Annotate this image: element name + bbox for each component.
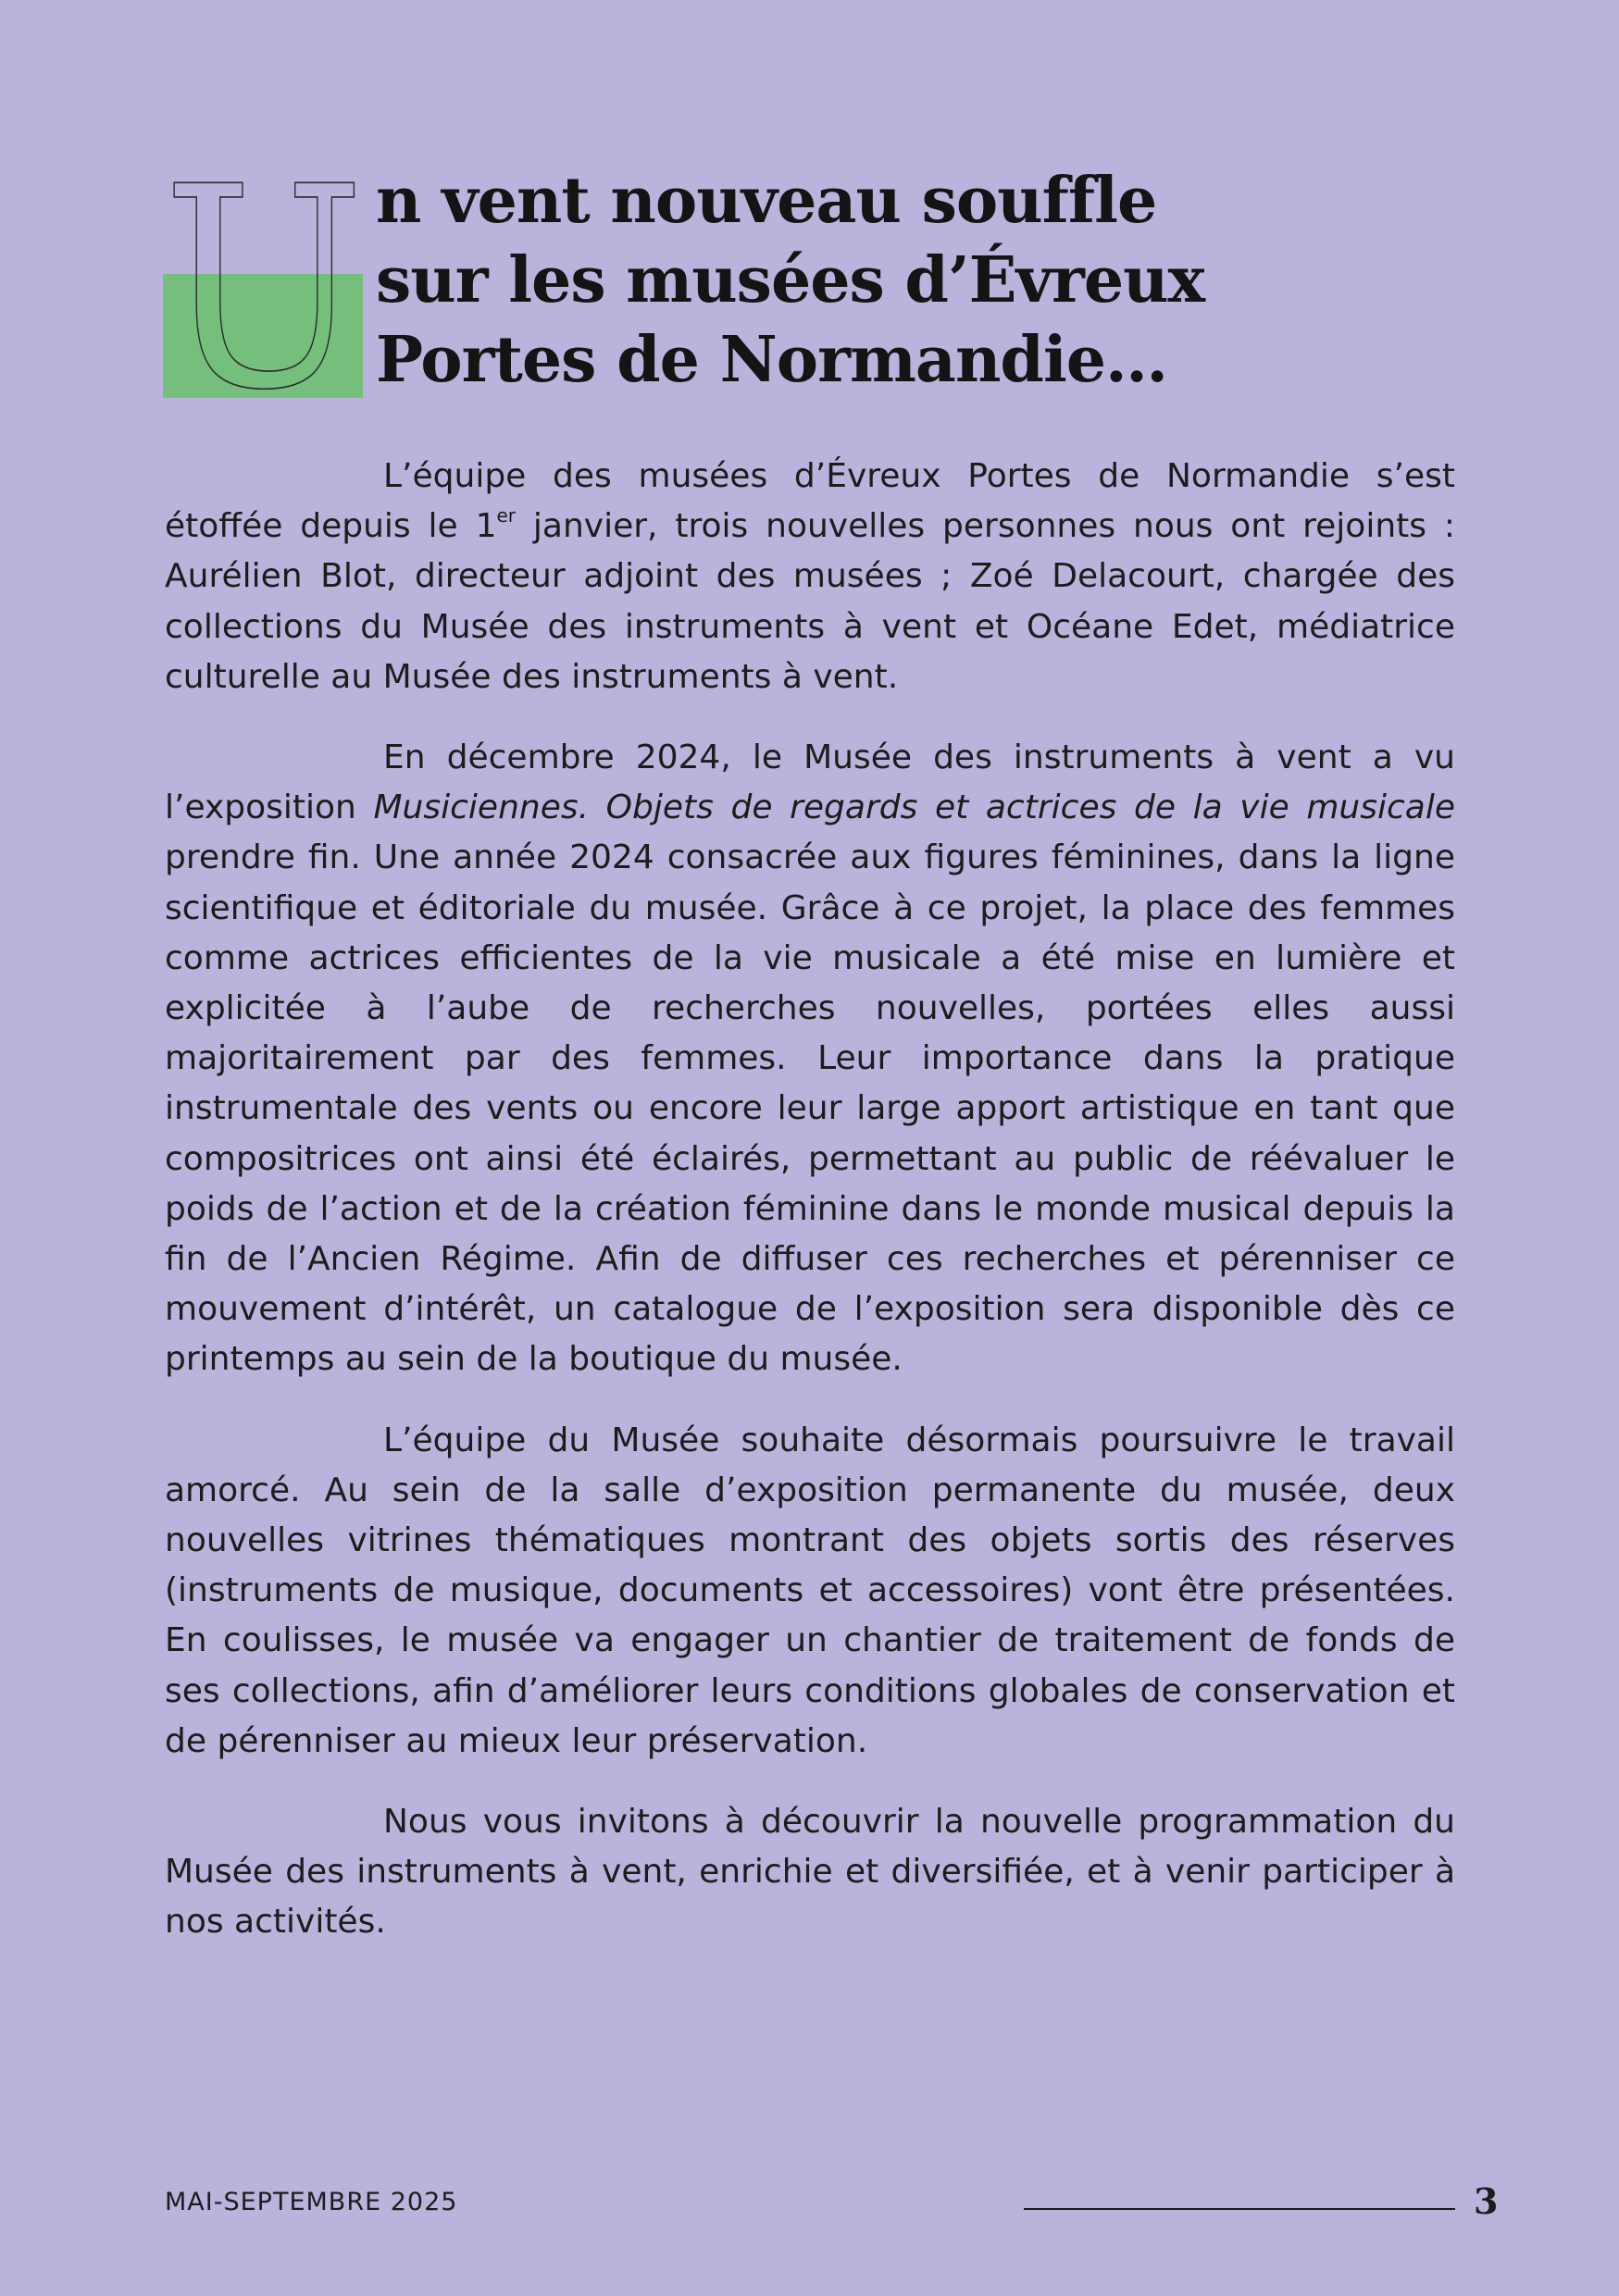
paragraph-invitation-text: Nous vous invitons à découvrir la nouvelle programmation du Musée des instruments à vent, enrichie et diversifiée, et à venir participer à nos activités. <box>165 1803 1455 1942</box>
ordinal-superscript: er <box>496 504 517 527</box>
article-body <box>165 452 1455 1979</box>
drop-cap-letter <box>163 128 367 451</box>
drop-cap-glyph: U <box>163 128 365 451</box>
title-line-2: sur les musées d’Évreux <box>376 243 1205 317</box>
article-title-block <box>163 128 1505 451</box>
title-line-1: n vent nouveau souffle <box>376 164 1157 238</box>
page-number: 3 <box>1474 2180 1499 2222</box>
exhibition-title: Musiciennes. Objets de regards et actrices de la vie musicale <box>373 788 1455 827</box>
footer-date-label: MAI-SEPTEMBRE 2025 <box>165 2188 458 2216</box>
paragraph-invitation <box>165 1797 1455 1948</box>
paragraph-exhibition <box>165 733 1455 1385</box>
paragraph-exhibition-text-a: En décembre 2024, le Musée des instruments à vent a vu l’exposition <box>165 738 1455 827</box>
paragraph-team-text-b: janvier, trois nouvelles personnes nous ont rejoints : Aurélien Blot, directeur adjoint des musées ; Zoé Delacourt, chargée des collections du Musée des instruments à vent et Océane Edet, médiatrice culturelle au Musée des instruments à vent. <box>165 507 1456 696</box>
page-title <box>376 161 1204 400</box>
paragraph-exhibition-text-b: prendre fin. Une année 2024 consacrée aux figures féminines, dans la ligne scientifique et éditoriale du musée. Grâce à ce projet, la place des femmes comme actrices efficientes de la vie musicale a été mise en lumière et explicitée à l’aube de recherches nouvelles, portées elles aussi majoritairement par des femmes. Leur importance dans la pratique instrumentale des vents ou encore leur large apport artistique en tant que compositrices ont ainsi été éclairés, permettant au public de réévaluer le poids de l’action et de la création féminine dans le monde musical depuis la fin de l’Ancien Régime. Afin de diffuser ces recherches et pérenniser ce mouvement d’intérêt, un catalogue de l’exposition sera disponible dès ce printemps au sein de la boutique du musée. <box>165 838 1455 1379</box>
paragraph-team-text-a: L’équipe des musées d’Évreux Portes de Normandie s’est étoffée depuis le 1 <box>165 457 1455 546</box>
paragraph-team <box>165 452 1455 702</box>
title-line-3: Portes de Normandie… <box>376 323 1168 397</box>
paragraph-plans <box>165 1416 1455 1767</box>
paragraph-plans-text: L’équipe du Musée souhaite désormais poursuivre le travail amorcé. Au sein de la salle d’exposition permanente du musée, deux nouvelles vitrines thématiques montrant des objets sortis des réserves (instruments de musique, documents et accessoires) vont être présentées. En coulisses, le musée va engager un chantier de traitement de fonds de ses collections, afin d’améliorer leurs conditions globales de conservation et de pérenniser au mieux leur préservation. <box>165 1421 1455 1760</box>
footer-divider <box>1024 2208 1455 2210</box>
